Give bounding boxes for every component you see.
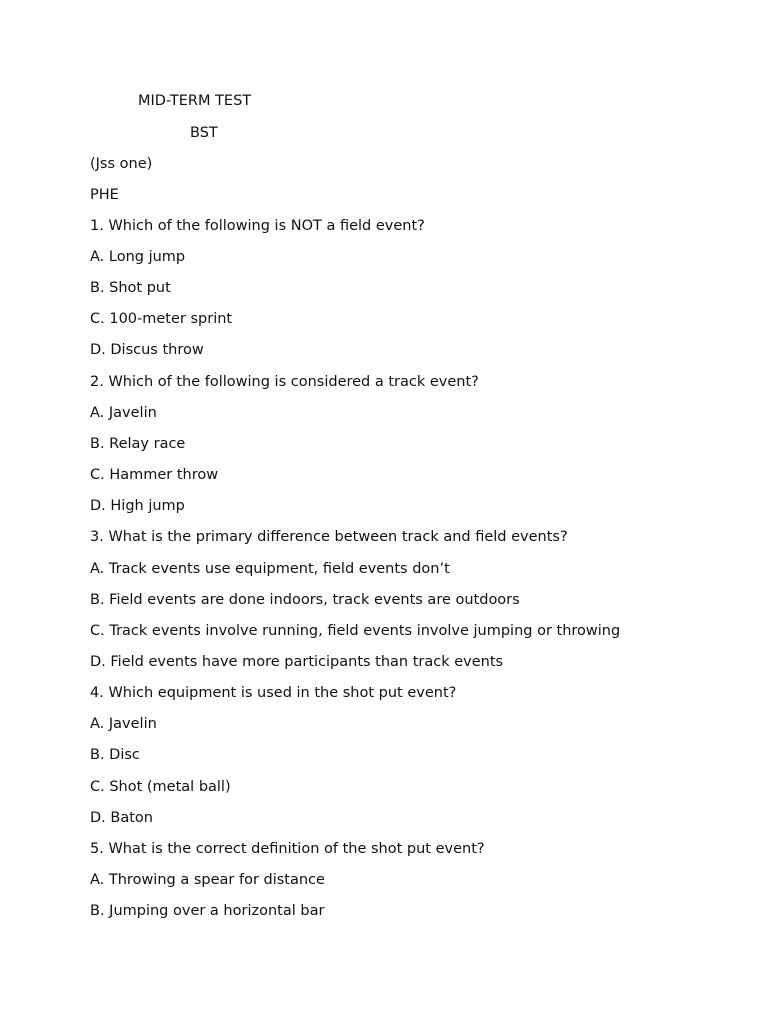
answer-option: D. Baton (90, 810, 153, 826)
answer-option: A. Track events use equipment, field events don’t (90, 561, 450, 577)
answer-option: B. Field events are done indoors, track events are outdoors (90, 592, 520, 608)
question-text: 3. What is the primary difference between track and field events? (90, 529, 568, 545)
answer-option: A. Javelin (90, 716, 157, 732)
answer-option: C. Shot (metal ball) (90, 779, 231, 795)
answer-option: C. Track events involve running, field events involve jumping or throwing (90, 623, 621, 639)
question-text: 5. What is the correct definition of the shot put event? (90, 841, 485, 857)
answer-option: C. 100-meter sprint (90, 311, 233, 327)
test-title: MID-TERM TEST (138, 93, 252, 109)
answer-option: B. Disc (90, 747, 140, 763)
question-text: 4. Which equipment is used in the shot put event? (90, 685, 457, 701)
subject-name: PHE (90, 187, 119, 203)
answer-option: A. Long jump (90, 249, 186, 265)
answer-option: B. Relay race (90, 436, 186, 452)
class-name: (Jss one) (90, 156, 153, 172)
answer-option: D. Discus throw (90, 342, 204, 358)
answer-option: A. Throwing a spear for distance (90, 872, 325, 888)
question-text: 1. Which of the following is NOT a field event? (90, 218, 425, 234)
answer-option: A. Javelin (90, 405, 157, 421)
answer-option: C. Hammer throw (90, 467, 219, 483)
test-subtitle: BST (190, 125, 218, 141)
question-text: 2. Which of the following is considered a track event? (90, 374, 479, 390)
answer-option: B. Jumping over a horizontal bar (90, 903, 325, 919)
answer-option: B. Shot put (90, 280, 171, 296)
answer-option: D. Field events have more participants than track events (90, 654, 504, 670)
answer-option: D. High jump (90, 498, 185, 514)
